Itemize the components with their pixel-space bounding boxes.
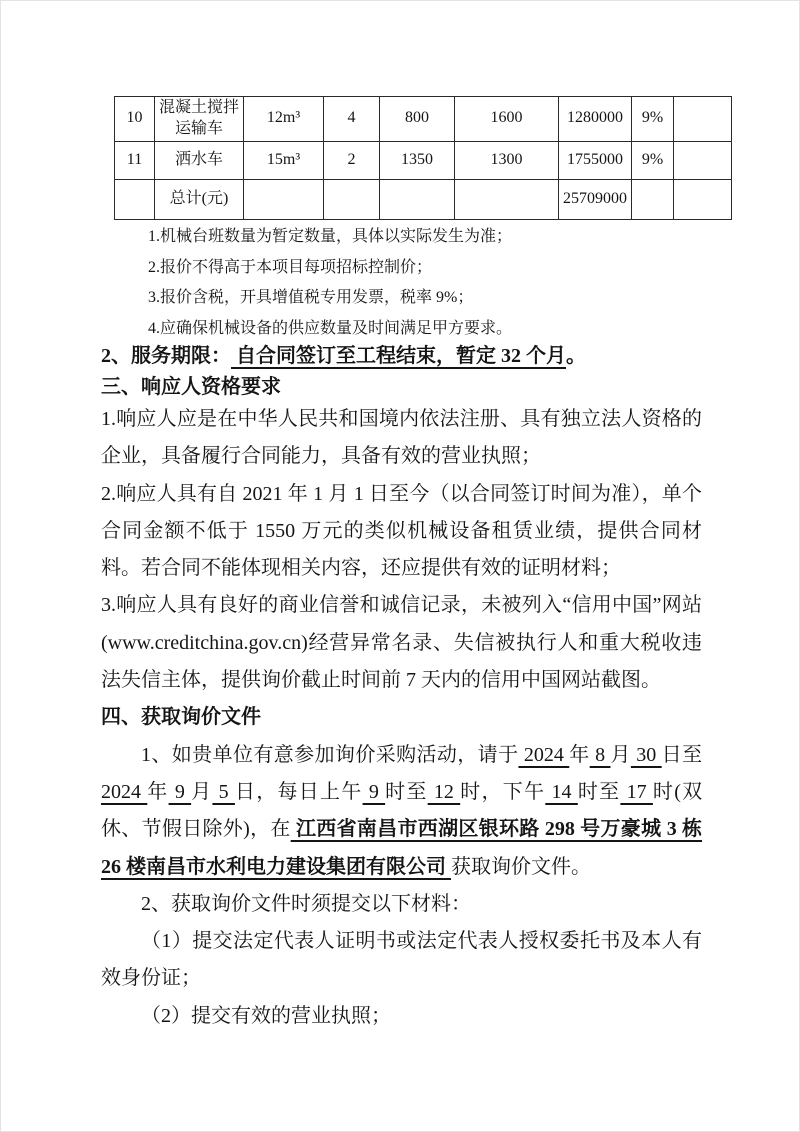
note-line-3: 3.报价含税，开具增值税专用发票，税率 9%；	[148, 289, 474, 306]
service-period-label: 2、服务期限：	[101, 345, 231, 367]
document-body	[101, 401, 702, 1035]
cell-empty	[674, 179, 732, 219]
obtain-documents-paragraph: 1、如贵单位有意参加询价采购活动，请于 2024 年 8 月 30 日至 2024 年 9 月 5 日，每日上午 9 时至 12 时，下午 14 时至 17 时(双休、节假日除外)，在 江西省南昌市西湖区银环路 298 号万豪城 3 栋 26 楼南昌市水利电力建设集团有限公司 获取询价文件。	[101, 743, 703, 878]
cell-empty	[324, 179, 380, 219]
section3-heading: 三、响应人资格要求	[101, 376, 281, 398]
material-item-2: （2）提交有效的营业执照；	[141, 1004, 391, 1027]
cell-empty	[632, 179, 674, 219]
cell-total-amount: 25709000	[559, 179, 632, 219]
cell-empty	[244, 179, 324, 219]
cell-remark	[674, 97, 732, 142]
table-row-10	[115, 97, 732, 142]
cell-empty	[115, 179, 155, 219]
cell-shifts: 1300	[455, 141, 559, 179]
cell-tax-rate: 9%	[632, 97, 674, 142]
cell-no: 10	[115, 97, 155, 142]
service-period-line	[101, 339, 586, 368]
cell-unit-price: 800	[380, 97, 455, 142]
table-notes	[148, 222, 512, 344]
qualification-item-3: 3.响应人具有良好的商业信誉和诚信记录，未被列入“信用中国”网站(www.creditchina.gov.cn)经营异常名录、失信被执行人和重大税收违法失信主体，提供询价截止时间前 7 天内的信用中国网站截图。	[101, 594, 702, 692]
cell-tax-rate: 9%	[632, 141, 674, 179]
table-total-row	[115, 179, 732, 219]
table-row-11	[115, 141, 732, 179]
cell-equipment-name: 混凝土搅拌运输车	[155, 97, 244, 142]
cell-empty	[380, 179, 455, 219]
cell-spec: 15m³	[244, 141, 324, 179]
note-line-1: 1.机械台班数量为暂定数量，具体以实际发生为准；	[148, 228, 513, 245]
equipment-price-table	[114, 96, 732, 220]
materials-required-intro: 2、获取询价文件时须提交以下材料：	[141, 892, 471, 915]
qualification-item-1: 1.响应人应是在中华人民共和国境内依法注册、具有独立法人资格的企业，具备履行合同能力，具备有效的营业执照；	[101, 408, 702, 468]
material-item-1: （1）提交法定代表人证明书或法定代表人授权委托书及本人有效身份证；	[101, 930, 702, 990]
note-line-2: 2.报价不得高于本项目每项招标控制价；	[148, 258, 433, 276]
cell-amount: 1755000	[559, 141, 632, 179]
cell-shifts: 1600	[455, 97, 559, 142]
cell-unit-price: 1350	[380, 141, 455, 179]
note-line-4: 4.应确保机械设备的供应数量及时间满足甲方要求。	[148, 319, 513, 337]
cell-empty	[455, 179, 559, 219]
cell-remark	[674, 141, 732, 179]
qualification-item-2: 2.响应人具有自 2021 年 1 月 1 日至今（以合同签订时间为准），单个合同金额不低于 1550 万元的类似机械设备租赁业绩，提供合同材料。若合同不能体现相关内容，还应提供有效的证明材料；	[101, 482, 702, 580]
cell-total-label: 总计(元)	[155, 179, 244, 219]
cell-no: 11	[115, 141, 155, 179]
cell-spec: 12m³	[244, 97, 324, 142]
cell-qty: 2	[324, 141, 380, 179]
cell-qty: 4	[324, 97, 380, 142]
service-period-value: 自合同签订至工程结束，暂定 32 个月	[231, 345, 566, 367]
cell-equipment-name: 洒水车	[155, 141, 244, 179]
service-period-suffix: 。	[566, 345, 586, 367]
section4-heading: 四、获取询价文件	[101, 706, 261, 729]
cell-amount: 1280000	[559, 97, 632, 142]
